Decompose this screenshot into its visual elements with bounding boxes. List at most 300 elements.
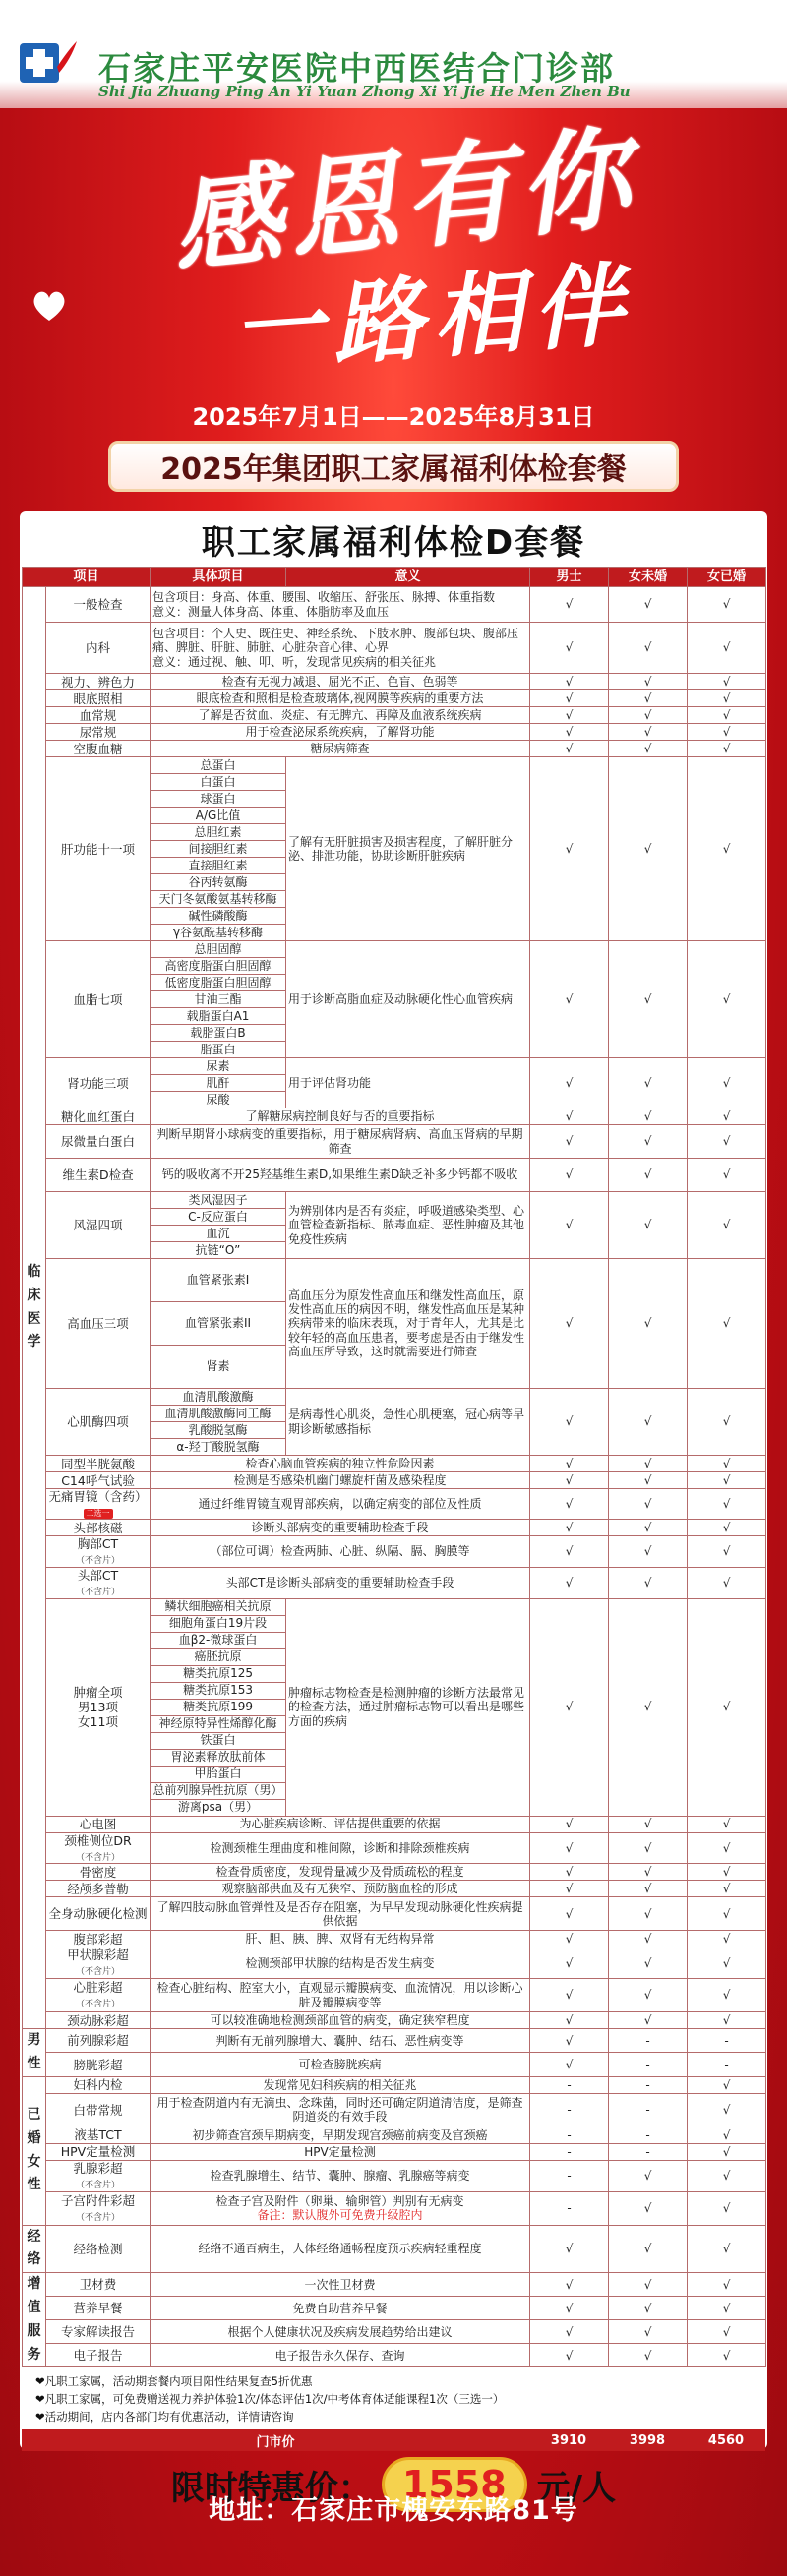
- header-detail: 具体项目: [151, 568, 286, 587]
- table-header: [23, 568, 766, 587]
- project-desc: 诊断头部病变的重要辅助检查手段: [151, 1520, 530, 1536]
- sub-item: 尿酸: [151, 1092, 286, 1108]
- table-row: [23, 2143, 766, 2160]
- check-mark: √: [688, 1125, 766, 1159]
- check-mark: √: [688, 1108, 766, 1125]
- project-desc: 检查乳腺增生、结节、囊肿、腺瘤、乳腺癌等病变: [151, 2160, 530, 2191]
- check-mark: √: [609, 724, 688, 741]
- check-mark: √: [609, 1259, 688, 1389]
- table-row: [23, 1259, 766, 1302]
- check-mark: √: [609, 1520, 688, 1536]
- project-desc: 发现常见妇科疾病的相关征兆: [151, 2076, 530, 2093]
- price-bar: [22, 2429, 765, 2451]
- project-desc: 钙的吸收离不开25羟基维生素D,如果维生素D缺乏补多少钙都不吸收: [151, 1159, 530, 1192]
- project-desc: 用于检查阴道内有无滴虫、念珠菌，同时还可确定阴道清洁度，是筛查阴道炎的有效手段: [151, 2093, 530, 2127]
- check-mark: √: [688, 1598, 766, 1816]
- project-name: 头部CT （不含片）: [46, 1567, 151, 1598]
- sub-item: 血管紧张素Ⅰ: [151, 1259, 286, 1302]
- table-row: [23, 2093, 766, 2127]
- check-mark: √: [530, 1125, 609, 1159]
- project-desc: 检查心脑血管疾病的独立性危险因素: [151, 1456, 530, 1472]
- check-mark: √: [530, 1567, 609, 1598]
- package-title: 2025年集团职工家属福利体检套餐: [108, 441, 679, 492]
- sub-item: 糖类抗原125: [151, 1665, 286, 1682]
- check-mark: √: [530, 1832, 609, 1864]
- check-mark: √: [609, 757, 688, 941]
- check-mark: √: [688, 623, 766, 674]
- project-name: 一般检查: [46, 587, 151, 623]
- check-mark: √: [688, 707, 766, 724]
- dash-mark: -: [530, 2160, 609, 2191]
- sub-item: 高密度脂蛋白胆固醇: [151, 958, 286, 975]
- category-service: 增值服务: [23, 2273, 46, 2367]
- project-name: 血脂七项: [46, 941, 151, 1058]
- project-desc: 经络不通百病生，人体经络通畅程度预示疾病轻重程度: [151, 2225, 530, 2273]
- table-row: [23, 1058, 766, 1075]
- check-mark: √: [688, 2297, 766, 2320]
- project-desc: 一次性卫材费: [151, 2273, 530, 2297]
- check-mark: √: [609, 1159, 688, 1192]
- check-mark: √: [530, 2297, 609, 2320]
- table-row: [23, 2053, 766, 2076]
- project-name: 胸部CT （不含片）: [46, 1536, 151, 1568]
- check-mark: √: [609, 1864, 688, 1881]
- note-3: ❤活动期间，店内各部门均有优惠活动，详情请咨询: [35, 2409, 294, 2424]
- sub-item: 肌酐: [151, 1075, 286, 1092]
- check-mark: √: [530, 1108, 609, 1125]
- sub-item: 白蛋白: [151, 774, 286, 791]
- project-desc: 检测颈椎生理曲度和椎间隙，诊断和排除颈椎疾病: [151, 1832, 530, 1864]
- check-mark: √: [530, 1598, 609, 1816]
- project-desc: 电子报告永久保存、查询: [151, 2344, 530, 2367]
- project-name: 经颅多普勒: [46, 1881, 151, 1897]
- table-row: [23, 1192, 766, 1209]
- sub-item: 载脂蛋白B: [151, 1025, 286, 1042]
- header-female-single: 女未婚: [609, 568, 688, 587]
- table-row: [23, 1947, 766, 1979]
- project-desc: 用于检查泌尿系统疾病，了解肾功能: [151, 724, 530, 741]
- table-row: [23, 1832, 766, 1864]
- sub-item: 血清肌酸激酶: [151, 1389, 286, 1406]
- dash-mark: -: [530, 2093, 609, 2127]
- check-mark: √: [530, 1058, 609, 1108]
- check-mark: √: [688, 1897, 766, 1931]
- project-name: 同型半胱氨酸: [46, 1456, 151, 1472]
- dash-mark: -: [530, 2076, 609, 2093]
- remark: 备注：默认腹外可免费升级腔内: [257, 2208, 423, 2223]
- category-male: 男性: [23, 2029, 46, 2077]
- sub-item: C-反应蛋白: [151, 1209, 286, 1226]
- project-meaning: 高血压分为原发性高血压和继发性高血压，原发性高血压的病因不明，继发性高血压是某种疾病带来的临床表现，对于青年人，尤其是比较年轻的高血压患者，要考虑是否由于继发性高血压所导致，这时就需要进行筛查: [286, 1259, 530, 1389]
- table-row: [23, 2012, 766, 2029]
- project-desc: 检查子宫及附件（卵巢、输卵管）判别有无病变 备注：默认腹外可免费升级腔内: [151, 2191, 530, 2225]
- project-name: 专家解读报告: [46, 2320, 151, 2344]
- check-mark: √: [530, 1864, 609, 1881]
- project-name: 颈动脉彩超: [46, 2012, 151, 2029]
- sub-item: 乳酸脱氢酶: [151, 1422, 286, 1439]
- project-name: 风湿四项: [46, 1192, 151, 1259]
- sub-item: 神经原特异性烯醇化酶: [151, 1715, 286, 1732]
- check-mark: √: [530, 2344, 609, 2367]
- sub-item: 类风湿因子: [151, 1192, 286, 1209]
- calligraphy-line-1: 感恩有你: [165, 112, 641, 290]
- project-name: 全身动脉硬化检测: [46, 1897, 151, 1931]
- category-female: 已婚女性: [23, 2076, 46, 2225]
- table-row: [23, 1567, 766, 1598]
- special-unit: 元/人: [536, 2468, 617, 2508]
- check-mark: √: [609, 690, 688, 707]
- check-mark: √: [530, 1259, 609, 1389]
- check-mark: √: [688, 690, 766, 707]
- check-mark: √: [688, 2225, 766, 2273]
- table-row: [23, 2297, 766, 2320]
- dash-mark: -: [609, 2127, 688, 2143]
- price-female-single: 3998: [629, 2432, 666, 2448]
- project-name: C14呼气试验: [46, 1472, 151, 1489]
- project-name: 前列腺彩超: [46, 2029, 151, 2053]
- dash-mark: -: [688, 2029, 766, 2053]
- project-desc: （部位可调）检查两肺、心脏、纵隔、膈、胸膜等: [151, 1536, 530, 1568]
- dash-mark: -: [609, 2143, 688, 2160]
- check-mark: √: [530, 707, 609, 724]
- check-mark: √: [688, 2093, 766, 2127]
- project-desc: 了解糖尿病控制良好与否的重要指标: [151, 1108, 530, 1125]
- project-name: 空腹血糖: [46, 741, 151, 757]
- sub-item: 鳞状细胞癌相关抗原: [151, 1598, 286, 1615]
- dash-mark: -: [609, 2076, 688, 2093]
- project-meaning: 为辨别体内是否有炎症，呼吸道感染类型、心血管检查新指标、脓毒血症、恶性肿瘤及其他免疫性疾病: [286, 1192, 530, 1259]
- project-name: 无痛胃镜（含药）二选一: [46, 1489, 151, 1520]
- project-desc: 为心脏疾病诊断、评估提供重要的依据: [151, 1816, 530, 1832]
- table-row: [23, 1897, 766, 1931]
- check-mark: √: [530, 1159, 609, 1192]
- sub-item: 甲胎蛋白: [151, 1766, 286, 1782]
- project-desc: 糖尿病筛查: [151, 741, 530, 757]
- project-desc: 眼底检查和照相是检查玻璃体,视网膜等疾病的重要方法: [151, 690, 530, 707]
- check-mark: √: [688, 2127, 766, 2143]
- project-name: 营养早餐: [46, 2297, 151, 2320]
- dash-mark: -: [530, 2191, 609, 2225]
- dash-mark: -: [609, 2053, 688, 2076]
- project-name: 头部核磁: [46, 1520, 151, 1536]
- sub-item: 天门冬氨酸氨基转移酶: [151, 891, 286, 908]
- table-row: [23, 623, 766, 674]
- sub-item: 总胆红素: [151, 824, 286, 841]
- table-row: [23, 2076, 766, 2093]
- project-meaning: 用于评估肾功能: [286, 1058, 530, 1108]
- sub-item: 谷丙转氨酶: [151, 874, 286, 891]
- project-desc: 检测颈部甲状腺的结构是否发生病变: [151, 1947, 530, 1979]
- project-desc: 包含项目：身高、体重、腰围、收缩压、舒张压、脉搏、体重指数 意义：测量人体身高、体重、体脂肪率及血压: [151, 587, 530, 623]
- brand-pinyin: Shi Jia Zhuang Ping An Yi Yuan Zhong Xi Yi Jie He Men Zhen Bu: [98, 83, 631, 100]
- project-name: 维生素D检查: [46, 1159, 151, 1192]
- sub-item: 球蛋白: [151, 791, 286, 808]
- table-row: [23, 1520, 766, 1536]
- project-name: 甲状腺彩超 （不含片）: [46, 1947, 151, 1979]
- note-1: ❤凡职工家属，活动期套餐内项目阳性结果复查5折优惠: [35, 2374, 313, 2388]
- header: [0, 0, 787, 108]
- check-mark: √: [688, 2320, 766, 2344]
- project-desc: 通过纤维胃镜直观胃部疾病，以确定病变的部位及性质: [151, 1489, 530, 1520]
- sub-item: 癌胚抗原: [151, 1648, 286, 1665]
- calligraphy-line-2: 一路相伴: [228, 250, 637, 386]
- note-2: ❤凡职工家属，可免费赠送视力养护体验1次/体态评估1次/中考体育体适能课程1次（三选一）: [35, 2391, 505, 2406]
- sub-item: 糖类抗原153: [151, 1682, 286, 1699]
- check-mark: √: [609, 1897, 688, 1931]
- project-meaning: 肿瘤标志物检查是检测肿瘤的诊断方法最常见的检查方法，通过肿瘤标志物可以看出是哪些方面的疾病: [286, 1598, 530, 1816]
- check-mark: √: [688, 1881, 766, 1897]
- exam-table: [22, 567, 766, 2367]
- table-row: [23, 1598, 766, 1615]
- check-mark: √: [530, 941, 609, 1058]
- sub-item: 血沉: [151, 1226, 286, 1242]
- table-row: [23, 2273, 766, 2297]
- check-mark: √: [609, 1489, 688, 1520]
- project-desc: 了解是否贫血、炎症、有无脾亢、再障及血液系统疾病: [151, 707, 530, 724]
- header-male: 男士: [530, 568, 609, 587]
- check-mark: √: [609, 1832, 688, 1864]
- check-mark: √: [688, 1979, 766, 2012]
- sub-item: 糖类抗原199: [151, 1699, 286, 1715]
- sub-item: 血清肌酸激酶同工酶: [151, 1406, 286, 1422]
- heart-icon: [31, 289, 67, 323]
- check-mark: √: [530, 623, 609, 674]
- calligraphy-title: [157, 112, 649, 423]
- project-name: 腹部彩超: [46, 1931, 151, 1947]
- project-desc: 初步筛查宫颈早期病变，早期发现宫颈癌前病变及宫颈癌: [151, 2127, 530, 2143]
- check-mark: √: [530, 1816, 609, 1832]
- check-mark: √: [530, 2012, 609, 2029]
- project-desc: 免费自助营养早餐: [151, 2297, 530, 2320]
- check-mark: √: [609, 1472, 688, 1489]
- table-row: [23, 2191, 766, 2225]
- card-title: 职工家属福利体检D套餐: [201, 522, 586, 563]
- project-name: 视力、辨色力: [46, 674, 151, 690]
- check-mark: √: [530, 1979, 609, 2012]
- check-mark: √: [609, 2225, 688, 2273]
- price-male: 3910: [550, 2432, 587, 2448]
- check-mark: √: [609, 1947, 688, 1979]
- sub-item: 总前列腺异性抗原（男）: [151, 1782, 286, 1799]
- project-meaning: 了解有无肝脏损害及损害程度，了解肝脏分泌、排泄功能，协助诊断肝脏疾病: [286, 757, 530, 941]
- check-mark: √: [688, 587, 766, 623]
- check-mark: √: [688, 1472, 766, 1489]
- table-row: [23, 741, 766, 757]
- check-mark: √: [688, 2191, 766, 2225]
- check-mark: √: [530, 2320, 609, 2344]
- check-mark: √: [609, 2297, 688, 2320]
- project-name: 妇科内检: [46, 2076, 151, 2093]
- table-row: [23, 1864, 766, 1881]
- check-mark: √: [688, 2012, 766, 2029]
- check-mark: √: [530, 1456, 609, 1472]
- check-mark: √: [609, 1456, 688, 1472]
- sub-item: 血管紧张素ⅠⅠ: [151, 1302, 286, 1346]
- sub-item: A/G比值: [151, 808, 286, 824]
- sub-item: 抗链“O”: [151, 1242, 286, 1259]
- check-mark: √: [530, 1881, 609, 1897]
- check-mark: √: [530, 724, 609, 741]
- special-label: 限时特惠价：: [170, 2468, 372, 2508]
- check-mark: √: [688, 1259, 766, 1389]
- check-mark: √: [530, 587, 609, 623]
- check-mark: √: [688, 1159, 766, 1192]
- project-desc: 检查心脏结构、腔室大小，直观显示瓣膜病变、血流情况，用以诊断心脏及瓣膜病变等: [151, 1979, 530, 2012]
- check-mark: √: [609, 1058, 688, 1108]
- sub-item: 血β2-微球蛋白: [151, 1632, 286, 1648]
- project-desc: 可以较准确地检测颈部血管的病变，确定狭窄程度: [151, 2012, 530, 2029]
- price-female-married: 4560: [707, 2432, 745, 2448]
- project-name: 膀胱彩超: [46, 2053, 151, 2076]
- check-mark: √: [609, 2320, 688, 2344]
- table-row: [23, 1472, 766, 1489]
- check-mark: √: [688, 1567, 766, 1598]
- table-row: [23, 941, 766, 958]
- check-mark: √: [609, 587, 688, 623]
- check-mark: √: [609, 1192, 688, 1259]
- check-mark: √: [688, 1864, 766, 1881]
- table-row: [23, 1816, 766, 1832]
- project-meaning: 是病毒性心肌炎，急性心肌梗塞，冠心病等早期诊断敏感指标: [286, 1389, 530, 1456]
- sub-item: 细胞角蛋白19片段: [151, 1615, 286, 1632]
- check-mark: √: [688, 674, 766, 690]
- check-mark: √: [609, 741, 688, 757]
- project-desc: 可检查膀胱疾病: [151, 2053, 530, 2076]
- sub-item: 直接胆红素: [151, 858, 286, 874]
- notes: [35, 2373, 763, 2426]
- category-clinical: 临床医学: [23, 587, 46, 2029]
- project-name: 眼底照相: [46, 690, 151, 707]
- check-mark: √: [530, 2225, 609, 2273]
- check-mark: √: [688, 1816, 766, 1832]
- sub-item: 载脂蛋白A1: [151, 1008, 286, 1025]
- project-name: 尿常规: [46, 724, 151, 741]
- check-mark: √: [609, 2191, 688, 2225]
- special-price: 1558: [382, 2457, 527, 2512]
- sub-item: α-羟丁酸脱氢酶: [151, 1439, 286, 1456]
- sub-item: 胃泌素释放肽前体: [151, 1749, 286, 1766]
- project-name: HPV定量检测: [46, 2143, 151, 2160]
- check-mark: √: [530, 741, 609, 757]
- header-project: 项目: [23, 568, 151, 587]
- check-mark: √: [530, 1389, 609, 1456]
- category-meridian: 经络: [23, 2225, 46, 2273]
- check-mark: √: [530, 2273, 609, 2297]
- check-mark: √: [609, 1598, 688, 1816]
- check-mark: √: [530, 1192, 609, 1259]
- table-row: [23, 707, 766, 724]
- table-row: [23, 2029, 766, 2053]
- dash-mark: -: [530, 2143, 609, 2160]
- check-mark: √: [688, 724, 766, 741]
- check-mark: √: [688, 1456, 766, 1472]
- check-mark: √: [530, 1520, 609, 1536]
- sub-item: 铁蛋白: [151, 1732, 286, 1749]
- project-desc: 观察脑部供血及有无狭窄、预防脑血栓的形成: [151, 1881, 530, 1897]
- project-name: 骨密度: [46, 1864, 151, 1881]
- project-meaning: 用于诊断高脂血症及动脉硬化性心血管疾病: [286, 941, 530, 1058]
- sub-item: 尿素: [151, 1058, 286, 1075]
- project-desc: 判断有无前列腺增大、囊肿、结石、恶性病变等: [151, 2029, 530, 2053]
- table-row: [23, 1536, 766, 1568]
- project-name: 颈椎侧位DR （不含片）: [46, 1832, 151, 1864]
- project-name: 子宫附件彩超 （不含片）: [46, 2191, 151, 2225]
- project-name: 白带常规: [46, 2093, 151, 2127]
- table-row: [23, 757, 766, 774]
- sub-item: 脂蛋白: [151, 1042, 286, 1058]
- check-mark: √: [609, 1931, 688, 1947]
- check-mark: √: [530, 2053, 609, 2076]
- sub-item: 总胆固醇: [151, 941, 286, 958]
- check-mark: √: [530, 2029, 609, 2053]
- project-name: 内科: [46, 623, 151, 674]
- table-row: [23, 1389, 766, 1406]
- project-name: 液基TCT: [46, 2127, 151, 2143]
- table-row: [23, 2320, 766, 2344]
- project-name: 经络检测: [46, 2225, 151, 2273]
- check-mark: √: [688, 1389, 766, 1456]
- sub-item: γ谷氨酰基转移酶: [151, 925, 286, 941]
- project-desc: 判断早期肾小球病变的重要指标，用于糖尿病肾病、高血压肾病的早期筛查: [151, 1125, 530, 1159]
- package-card: [20, 511, 767, 2508]
- project-name: 血常规: [46, 707, 151, 724]
- check-mark: √: [609, 623, 688, 674]
- project-name: 糖化血红蛋白: [46, 1108, 151, 1125]
- project-name: 尿微量白蛋白: [46, 1125, 151, 1159]
- project-name: 心肌酶四项: [46, 1389, 151, 1456]
- table-row: [23, 1931, 766, 1947]
- check-mark: √: [609, 1567, 688, 1598]
- check-mark: √: [530, 1931, 609, 1947]
- check-mark: √: [688, 2160, 766, 2191]
- check-mark: √: [609, 1389, 688, 1456]
- table-row: [23, 2225, 766, 2273]
- check-mark: √: [609, 1881, 688, 1897]
- check-mark: √: [609, 2273, 688, 2297]
- address: 地址：石家庄市槐安东路81号: [209, 2495, 578, 2526]
- check-mark: √: [688, 2076, 766, 2093]
- dash-mark: -: [530, 2127, 609, 2143]
- sub-item: 碱性磷酸酶: [151, 908, 286, 925]
- project-desc: 头部CT是诊断头部病变的重要辅助检查手段: [151, 1567, 530, 1598]
- project-desc: 包含项目：个人史、既往史、神经系统、下肢水肿、腹部包块、腹部压痛、脾脏、肝脏、肺脏、心脏杂音心律、心界 意义：通过视、触、叩、听，发现常见疾病的相关征兆: [151, 623, 530, 674]
- table-row: [23, 1881, 766, 1897]
- check-mark: √: [688, 741, 766, 757]
- table-row: [23, 1489, 766, 1520]
- check-mark: √: [609, 1979, 688, 2012]
- check-mark: √: [609, 674, 688, 690]
- project-desc: 检查骨质密度，发现骨量减少及骨质疏松的程度: [151, 1864, 530, 1881]
- check-mark: √: [609, 941, 688, 1058]
- check-mark: √: [688, 1832, 766, 1864]
- table-row: [23, 587, 766, 623]
- sub-item: 肾素: [151, 1346, 286, 1389]
- project-desc: 肝、胆、胰、脾、双肾有无结构异常: [151, 1931, 530, 1947]
- check-mark: √: [609, 1108, 688, 1125]
- sub-item: 甘油三酯: [151, 991, 286, 1008]
- check-mark: √: [530, 1947, 609, 1979]
- table-row: [23, 2160, 766, 2191]
- hospital-logo-icon: [20, 37, 77, 87]
- sub-item: 间接胆红素: [151, 841, 286, 858]
- table-row: [23, 674, 766, 690]
- dash-mark: -: [609, 2029, 688, 2053]
- check-mark: √: [609, 2344, 688, 2367]
- check-mark: √: [530, 757, 609, 941]
- check-mark: √: [609, 2012, 688, 2029]
- table-row: [23, 1979, 766, 2012]
- sub-item: 总蛋白: [151, 757, 286, 774]
